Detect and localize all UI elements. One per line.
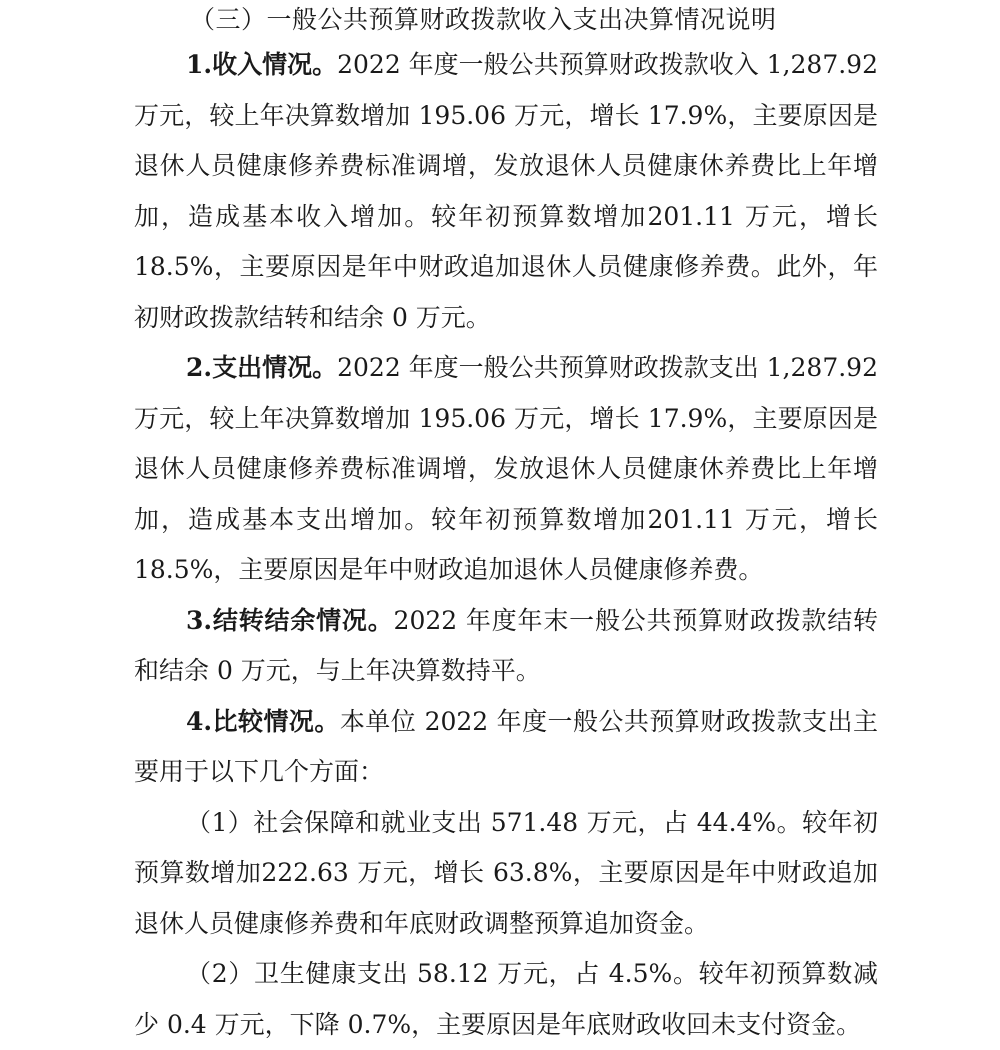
comparison-paragraph <box>134 697 878 798</box>
expense-paragraph <box>134 343 878 596</box>
carryover-paragraph <box>134 596 878 697</box>
social-security-item: （1）社会保障和就业支出 571.48 万元，占 44.4%。较年初预算数增加222.63 万元，增长 63.8%，主要原因是年中财政追加退休人员健康修养费和年底财政调整预算追加资金。 <box>134 807 878 938</box>
carryover-body: 2022 年度年末一般公共预算财政拨款结转和结余 0 万元，与上年决算数持平。 <box>134 605 878 685</box>
carryover-lead: 3.结转结余情况。 <box>186 605 394 635</box>
document-page <box>134 0 878 1050</box>
comparison-lead: 4.比较情况。 <box>186 706 340 736</box>
income-body: 2022 年度一般公共预算财政拨款收入 1,287.92 万元，较上年决算数增加 195.06 万元，增长 17.9%，主要原因是退休人员健康修养费标准调增，发放退休人员健康休养费比上年增加，造成基本收入增加。较年初预算数增加201.11 万元，增长18.5%，主要原因是年中财政追加退休人员健康修养费。此外，年初财政拨款结转和结余 0 万元。 <box>134 50 878 332</box>
section-heading: （三）一般公共预算财政拨款收入支出决算情况说明 <box>190 5 777 34</box>
comparison-body: 本单位 2022 年度一般公共预算财政拨款支出主要用于以下几个方面： <box>134 706 878 786</box>
income-paragraph <box>134 40 878 343</box>
income-lead: 1.收入情况。 <box>186 50 338 79</box>
health-item: （2）卫生健康支出 58.12 万元，占 4.5%。较年初预算数减少 0.4 万元，下降 0.7%，主要原因是年底财政收回未支付资金。 <box>134 959 878 1039</box>
expense-lead: 2.支出情况。 <box>186 353 338 382</box>
expense-body: 2022 年度一般公共预算财政拨款支出 1,287.92 万元，较上年决算数增加 195.06 万元，增长 17.9%，主要原因是退休人员健康修养费标准调增，发放退休人员健康休养费比上年增加，造成基本支出增加。较年初预算数增加201.11 万元，增长18.5%，主要原因是年中财政追加退休人员健康修养费。 <box>134 353 878 584</box>
